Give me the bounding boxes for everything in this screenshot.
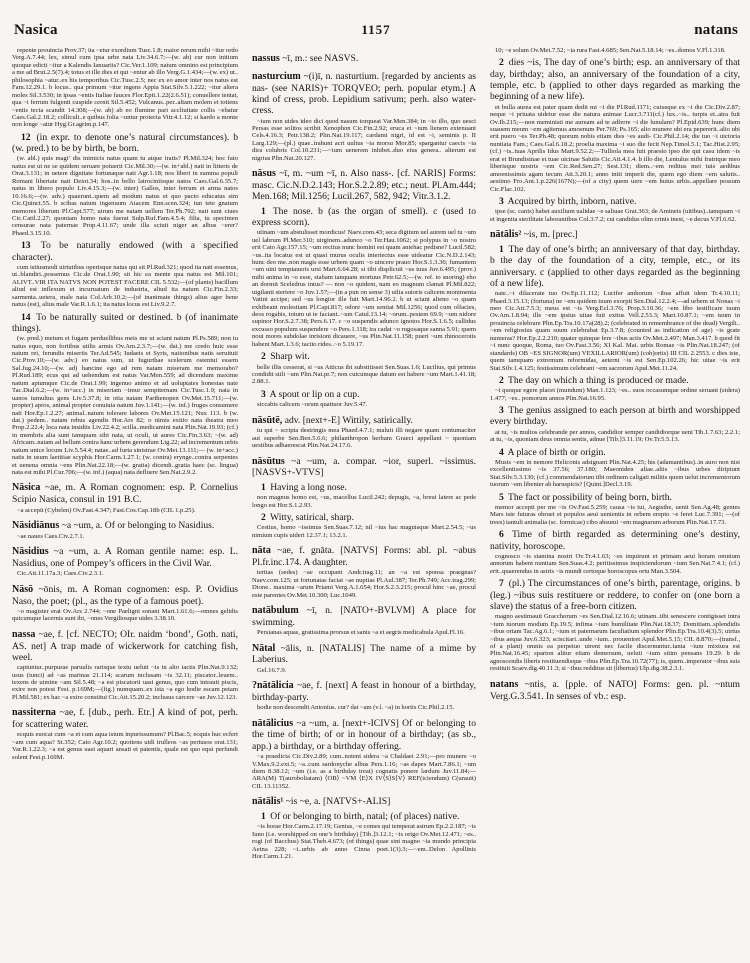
citation-block: ipse (sc. canis) habet auxilium ualidae ~e saliuae Grat.363; de Amineis (uitibus)..tamquam ~i et ingenita sterilitate laborantibus Col.3.7.2; cui candidus olim crinis inest, ~e decus V.Fl.6.62. [490,208,740,223]
citation-block: 10; ~e solum Ov.Met.7.52; ~ia rura Fast.4.685; Sen.Nat.5.18.14; ~es..domos V.Fl.1.318. [495,47,726,54]
sense-block: 1 Having a long nose. [261,481,347,493]
citation-block: (w. pred.) metum et fugam perduellibus meis me ut sciant natum Pl.Ps.589; non tu natus equo, non fortibus utilis armis Ov.Am.2.3.7;—(w. dat.) me credo huic esse natum rei, ferundis miseriis Ter.Ad.545; Iudaeis et Syris, nationibus natis seruituti Cic.Prov.10;—(w. adv.) eo natus sum, ut Iugurthae scelerum ostentui essem Sal.Jug.24.10;—(w. ad) hancine ego ad rem natam miseram me memorabo? Pl.Rud.189; ecus qui ad uehendum est natus Var.Men.559; ad dicendum maxime natum aptumque Cic.de Orat.1.99; ingenuo animo et ad uoluptates honestas nate Tac.Dial.6.2;—(w. in+acc.) in miseriam ~imur sempiternam Cic.Tusc.1.9; nata in uanos tumultus gens Liv.5.37.8; in otia natam Parthenopen Ov.Met.15.711;—(w. propter) apros, animal propter conuiuia natum Juv.1.141;—(w. inf.) fruges consumere nati Hor.Ep.1.2.27; animal..natum tolerare labores Ov.Met.15.121; Nux 113. b (w. dat.) pedem.. natam rebus agendis Hor.Ars 82; o nimis exitio nata theatra meo Prop.2.22.4; loca nata insidiis Liv.22.4.2; scilla..medicamini nata Plin.Nat.19.93; (cf.) in membris alia sunt tamquam sibi nata, ut oculi, ut aures Cic.Fin.3.63; ~(w. ad) Africam..natam ad bellum contra hanc urbem gerendum Lig.22; ad incrementum urbis natum unice locum Liv.5.54.4; natae..ad furta sinistrae Ov.Met.13.111;— (w. in+acc.) natis in usum laetitiae scyphis Hor.Carm.1.27.1; (w. contra) erynge..contra serpentes et uenena omnia ~ens Plin.Nat.22.18;—(w. gratia) dicendi..gratia haec (sc. lingua) nata est mihi Pl.Cur.706;—(w. inf.) (aqua) nata defluere Sen.Nat.2.9.2. [12,335,238,476]
citation-block: hodie non descendit Antonius. cur? dat ~am (v.l. ~a) in hortis Cic.Phil.2.15. [257,704,455,712]
entry-block: nassa ~ae, f. [cf. NECTO; OIr. naidm ‘bond’, Goth. nati, AS. net] A trap made of wickerwork for catching fish, weel. [12,628,238,663]
citation-block: tertias (sedes) ~ae occupant Andr.trag.11; an ~a est sponsa praegnas? Naev.com.125; ut fortunatas faciat ~ae nuptias Pl.Aul.387; Ter.Ph.749; Acc.trag.299; Dione.. maxima ~arum Priami Verg.A.1.654; Hor.S.2.3.215; procul hinc ~ae, procul este parentes Ov.Met.10.300; Luc.1049. [252,569,476,599]
citation-block: ecquis euocat cum ~a et cum aqua istum inpurissumum? Pl.Bac.5; ecquis huc ecfert ~am cum aqua? St.352; Cato Agr.10.2; quotiens uidi trulleos ~as pertusos orat.131; Var.R.1.22.3; ~a est genus uasi aquari ansati et patentis, quale est quo equi perfundi solent Fest.p.169M. [12,731,238,761]
sense-block: 7 (pl.) The circumstances of one’s birth, parentage, origins. b (leg.) ~ibus suis restituere or reddere, to confer on (one born a slave) the status of a free-born citizen. [490,578,740,612]
sense-number: 1 [261,205,266,217]
sense-number: 3 [499,195,504,207]
sense-number: 6 [499,529,504,541]
running-head [12,14,740,43]
entry-block: nassus ~ī, m.: see NASVS. [252,53,359,64]
column-middle [252,47,476,861]
entry-block: nātālicius ~a ~um, a. [next+-ICIVS] Of or belonging to the time of birth; of or in honour of a birthday; (as sb., app.) a birthday, or a birthday offering. [252,717,476,752]
headword: Nāsō [12,583,34,595]
citation-block: Persianas aquas, gratissima prorsus et sanis ~a et aegris medicabula Apul.Fl.16. [257,629,465,637]
headword: ?nātālicia [252,680,294,692]
entry-block: Nāsō ~ōnis, m. A Roman cognomen: esp. P. Ovidius Naso, the poet; (pl., as the type of a famous poet). [12,583,238,607]
headword: nasturcium [252,70,301,82]
sense-number: 2 [261,351,266,363]
citation-block: Cic.Att.11.17a.3; Caes.Civ.2.3.1. [17,570,104,578]
headword: natans [490,678,519,690]
entry-block: nasturcium ~(i)ī, n. nasturtium. [regarded by ancients as nas- (see NARIS)+ TORQVEO; perh. popular etym.] A kind of cress, prob. Lepidium sativum; perh. also water-cress. [252,70,476,117]
entry-block: nātālis² ~is, m. [prec.] [490,229,578,241]
citation-block: nate..~i dilacerate tuo Ov.Ep.11.112; Lucifer amborum ~ibus affuit idem Tr.4.10.11; Phaed.3.15.13; (fortuna) ne ~em quidem tuum exorpit Sen.Dial.12.2.4;—ad urbem ut Nonas ~i meo Cic.Att.7.5.3; meus est ~is Verg.Ecl.3.76; Prop.3.10.36; ~em libo testificare tuum Ov.Am.1.8.94; ille ~em ipsius uitae fuit exitus Vell.2.53.3; Mart.10.87.1; ~em tuum in prouincia celebrare Plin.Ep.Tra.10.17a(28).2; (celebrated in remembrance of the dead) Vergili.. ~em religiosius quam suum celebrabat Ep.3.7.8; (counted as indication of age) ~is grate numeras? Hor.Ep.2.2.210; quater quinque fere ~ibus actis Ov.Met.2.497; Man.3.417. b quod fit ~i nunc quoque, Roma, tuo Ov.Fast.3.56; XI Kal. Mai. urbis Romae ~is Plin.Nat.18.247; (of standards) OB ~ES SIGNOR(um) VEXILLARIOR(um) (coh)ortis) III CIL 2.2553. c dies iste, quem tamquam extremum reformidas, aeterni ~is est Sen.Ep.102.26; hic uitae ~is erit Stat.Silv.1.4.125; festissimum celebrant ~em sacrorum Apul.Met.11.24. [490,290,740,372]
headword: Nāsidius [12,546,49,558]
citation-block: capiuntur..purpurae paruulis rarisque textu ueluti ~is in alto iactis Plin.Nat.9.132; usus (iunci) ad ~as marinas 21.114; scarum inclusam ~is 32.11; piscator..leuem.. texens de uimine ~am Sil.5.48; ~a est piscatorii uasi genus, quo cum intrauit piscis, exire non potest Fest. p.169M;—(fig.) numquam..ex ista ~a ego hodie escam petam Pl.Mil.581; ex hac ~a exire constitui Cic.Att.15.20.2; inclusus carcere ~ae Juv.12.123. [12,664,238,701]
sense-block: 2 Witty, satirical, sharp. [261,511,354,523]
headword: nātālicius [252,717,294,729]
citation-block: ~ae naues Caes.Civ.2.7.1. [17,532,85,540]
citation-block: tu qui ~ scripta destringis mea Phaed.4.7.1; maluit illi negare quam contumaciter aut superbe Sen.Ben.5.6.6; philanthropon herbam Graeci appellant ~ quoniam uestibus adhaerescat Plin.Nat.24.17.6. [252,427,476,450]
citation-block: memor accepti per me ~is Ov.Fast.5.259; causa ~is tui, Aegisthe, uenit Sen.Ag.48; gentes Mars iste futuras obruet et populos aeui uenientis in orbem erepto ~e feret Luc.7.391; —(of trees) tantuli animalia (sc. formicae) cibo absumi ~em magnarum arborum Plin.Nat.17.73. [490,504,740,526]
citation-block: cognosco ~is stamina nostri Ov.Tr.4.1.63; ~es inquirunt et primam aeui horam omnium annorum habent nuntiam Sen.Suas.4.2; peritissimus inspiciendorum ~ium Sen.Nat.7.4.1; (cf.) erit..quaerendus in astris ~is mundi certoque horoscopus ortu Man.3.504. [490,552,740,575]
citation-block: ~ium non uides ideo dici quod nasum torqueat Var.Men.384; in ~io illo, quo uesci Persas esse solitos scribit Xenophon Cic.Fin.2.92; eruca et ~ium lienem extenuant Cels.4.16.3; Petr.138.2; Plin.Nat.19.117; cardami nigri, id est ~i, seminis p. II Larg.129;—(pl.) quae..trahunt acri uultus ~ia morsu Mor.85; spargantur caecis ~ia dira colubris Col.10.231;—~ium uenerem inhibet..duo eius genera.. alterum est nigrius Plin.Nat.20.127. [252,117,476,162]
entry-block: nātālis¹ ~is ~e, a. [NATVS+-ALIS] [252,796,391,808]
sense-number: 3 [261,388,266,400]
citation-block: et bulla aurea est pater quam dedit mi ~i die Pl.Rud.1171; cuiusque ex ~i die Cic.Div.2.87; neque ~i priuata uidetur esse die natura animae Lucr.3.711(cf.) lux..~is.. turpis et..atra fuit Ov.Ib.215;—non meministi me auream ad te adferre ~i die lunulam? Pl.Epid.639; hunc diem suauem meum ~em agitemus amoenum Per.769; Ps.165; alio munere ubi era pepererit..alio ubi erit puero ~es Ter.Ph.48; quorum nobis etiam dies ~es audi- Cic.Phil.2.14; die tuo ~i uictoria nuntiata Fam.; Caes.Gal.6.18.2; proelia maxima ~i suo die fecit Nep.Timol.5.1; Tac.Hist.2.95; (cf.) ~is..tuas Aprilis Idus Mart.9.52.2;—Tulliola mea fuit praesto ipso die qui casu idem ~is erat et Brundisinae et tuae uicinae Salutis Cic.Att.4.1.4. b illo die, Lentulus mihi fratrique meo liberisque nostris ~em Cic.Red.Sen.27; Sest.131; diem..~em reditus mei tuis aedibus amoenissimis agam tecum Att.3.20.1; anno initi imperii die, quem ego diem ~em salutis.. aestimo Fro.Ant.1.p.226(167N);—(of a city) quem uere ~em huius urbis..appellare possum Cic.Flac.102. [490,103,740,193]
sense-number: 1 [261,811,266,823]
sense-block: 2 Sharp wit. [261,351,310,363]
entry-block: ?nātālicia ~ae, f. [next] A feast in honour of a birthday, birthday-party. [252,680,476,703]
headword: Nāsica [12,482,41,494]
sense-block: 1 The day of one’s birth; an anniversary of that day, birthday. b the day of the foundation of a city, temple, etc., or its anniversary. c (applied to other days regarded as the beginning of a new life). [490,243,740,289]
sense-block: 1 The nose. b (as the organ of smell). c (used to express scorn). [252,205,476,228]
citation-block: ~i quoque egere placet (mundum) Man.1.123; ~es.. suos occasumque ordine seruant (sidera) 1.477; ~es.. pomorum annos Plin.Nat.16.95. [490,387,740,402]
sense-number: 7 [499,578,504,590]
headword: nātālis¹ [252,796,284,808]
headword: nāsūtus [252,455,285,467]
citation-block: Cestius, homo ~issimus Sen.Suas.7.12; nil ~ius hac magnisque Mart.2.54.5; ~us nimium cupis uideri 12.37.1; 13.2.1. [252,524,476,539]
entry-block: Nāsidiānus ~a ~um, a. Of or belonging to Nasidius. [12,519,215,531]
sense-number: 2 [499,57,504,69]
sense-number: 14 [21,311,31,323]
citation-block: cum istiusmodi uirtutibus operisque natus qui sit Pl.Rud.321; quod ita nati essemus, ut..blandiri..possemus Cic.de Orat.1.90; sit hic ea mente qua natus est Mil.101; ALIVT..VIR ITA NATVS NON POTEST FACERE CIL 5.532;—(of plants) bacillum aliud est inflexum et incuruatum de industria, aliud ita natum Cic.Fin.2.33; sarmenta..uetera, male nata Col.Arb.10.2;—(of inanimate things) alius ager bene natus (est), alius male Var.R.1.6.1; ita natus locus est Liv.9.2.7. [12,263,238,309]
entry-block: nāsūtus ~a ~um, a. compar. ~ior, superl. ~issimus. [NASVS+-VTVS] [252,455,476,479]
sense-number: 1 [261,481,266,493]
entry-block: nāsus ~ī, m. ~um ~ī, n. Also nass-. [cf. NARIS] Forms: masc. Cic.N.D.2.143; Hor.S.2.2.89; etc.; neut. Pl.Am.444; Men.168; Mil.1256; Lucil.267, 582, 942; Vitr.3.1.2. [252,168,476,203]
citation-block: non magnus homo est, ~us, macellus Lucil.242; depugis, ~a, breui latere ac pede longo est Hor.S.1.2.93. [252,494,476,509]
column-right [490,47,740,861]
sense-number: 12 [21,131,31,143]
sense-block: 2 The day on which a thing is produced or made. [499,374,689,386]
headword: nassiterna [12,707,56,719]
citation-block: ~a praedicta Cic.Div.2.89; cum..notent sidera ~a Chaldaei 2.91;—pro munere ~o V.Max.9.2.ext.5; ~a..cum sardonyche albus Pers.1.16; ~as dapes Mart.7.86.1; ~um diem 8.38.12; ~um (i.e. as a birthday treat) cognatis ponere lardum Juv.11.84;—ARA(M) T(auroboliatam) ⟨OB⟩ ~VM ⟨E⟩X IV⟨S⟩S⟨V⟩ REF(iciendum) C(urauit) CIL 13.11352. [252,753,476,790]
sense-number: 5 [499,491,504,503]
headword: nāta [252,545,271,557]
citation-block: Gel.16.7.9. [257,666,287,674]
page-number: 1157 [361,22,391,37]
headword: nassus [252,53,280,64]
sense-number: 1 [499,243,504,255]
sense-block: 6 Time of birth regarded as determining one’s destiny, nativity, horoscope. [490,529,740,552]
citation-block: repente prouincia Prov.37; ita ~etur exordium Tusc.1.8; maior rerum mihi ~itur ordo Verg.A.7.44; lex, simul cum ipsa urbe nata Liv.34.6.7;—(w. ab) cur non initium quoque edicti ~itur a Kalendis Ianuariis? Cic.Ver.1.109; natum omnino est principium a me ad Brut.2.5(7).4; totus et ille dies et qui ~entur ab illo Verg.G.1.434;—(w. ex) ut.. philosophia ~atur..ex his temporibus Cic.Tusc.2.5; nec ex eo amor inter nos natus est Fam.12.29.1. b locus.. qua primum ~itur ingens Appia Stat.Silv.5.1.222; ~itur altera moles Sil.3.530; in ipsas ~entis Italiae fauces Flor.Epit.1.22(2.6.51); conuellere tentat, qua ~i ferrum fulgenti cuspide cernit Sil.5.452; Vulcanus..per..altam molem et totiens ~entis tecta scandit 14.308;—(w. ab) ab eo flumine pari accliuitate collis ~ebatur Caes.Gal.2.18.2; colliculi..e quibus folia ~untur proiecta Vitr.4.1.12; si kardo a monte non longe ~atur Hyg.Gr.agrim.p.147. [12,47,238,129]
sense-block: 3 A spout or lip on a cup. [261,388,360,400]
citation-block: ~o magister erat Ov.Ars 2.744; ~one Paeligni sonant Mart.1.61.6;—omnes gelidis quicumque lacernis sunt ibi, ~ones Vergiliosque uides 3.38.10. [12,607,238,623]
entry-block: nāta ~ae, f. gnāta. [NATVS] Forms: abl. pl. ~abus Pl.fr.inc.174. A daughter. [252,545,476,568]
sense-block: 3 The genius assigned to each person at birth and worshipped every birthday. [490,405,740,428]
sense-block: 14 To be naturally suited or destined. b (of inanimate things). [12,311,238,334]
citation-block: belle illis cesserat, si ~us Atticus ibi substitisset Sen.Suas.1.6; Lucilius, qui primus condidit stili ~um Plin.Nat.pr.7; non cuicumque datum est habere ~um Mart.1.41.18; 2.88.1. [252,363,476,386]
headword: natābulum [252,605,299,617]
headword: nāsus [252,168,276,180]
headword: Nāsidiānus [12,519,60,531]
text-columns [12,47,740,861]
column-left [12,47,238,861]
headword: Nātal [252,642,276,654]
sense-block: 1 Of or belonging to birth, natal; (of places) native. [261,811,460,823]
entry-block: natans ~ntis, a. [pple. of NATO] Forms: gen. pl. ~ntum Verg.G.3.541. In senses of vb.: esp. [490,678,740,702]
headword: nāsūtē, [252,414,283,426]
headword: nātālis² [490,229,522,241]
entry-block: Nātal ~ālis, n. [NATALIS] The name of a mime by Laberius. [252,642,476,666]
sense-block: 2 dies ~is, The day of one’s birth; esp. an anniversary of that day, birthday; also, an anniversary of the foundation of a city, temple, etc. b (applied to other days regarded as marking the beginning of a new life). [490,57,740,103]
sense-number: 13 [21,240,31,252]
entry-block: Nāsica ~ae, m. A Roman cognomen: esp. P. Cornelius Scipio Nasica, consul in 191 B.C. [12,482,238,506]
citation-block: (w. abl.) quis magi’ dis inimicis natus quam tu atque iratis? Pl.Mil.324; hoc fato natus est ut ne se quidem seruare potuerit Cic.Mil.30;—(w. in+abl.) nati in litteris de Orat.3.131; in uetere dignitate fortunaque nati Agr.1.18; nos liberi in summa populi Romani libertate nati Deiot.34; hos..in bello latrociniisque natos Caes.Gal.6.35.7; natus in libero populo Liv.4.15.3;—(w. inter) Gallos, inter ferrum et arma natos 10.16.6;—(w. adv.) quaerunt..quem ad modum natus et quo pacto educatus sim Cic.Quinct.55. b scibas natum ingenuum Aiacem Enn.scen.324; tun tete gnatum memores liberum Pl.Capt.577; uirum me natam uellem Ter.Ph.792; nati sunt ciues Cic.Catil.2.27; quoniam homo nata fuerat Sulp.Ruf.Fam.4.5.4; filia, tu specimen censurae nata paternae Prop.4.11.67; unde illa sciuit niger an albus ~erer? Phaed.3.15.10. [12,155,238,237]
citation-block: ~is horae Hor.Carm.2.17.19; Genius, ~e comes qui temperat astrum Ep.2.2.187; ~is Iuno (i.e. worshipped on one’s birthday) [Tib.]3.12.1; ~is origo Ov.Met.12.471; ~es.. rogi (of Bacchus) Stat.Theb.4.673; (of things) quae sint magno ~ia mundo principia Aetna 228; ~i..urbis ab anno Cinna poet.1(3).3;—~em..Delon Apollinis Hor.Carm.1.21. [252,823,476,861]
citation-block: Musis ~em in nemore Heliconis adsignant Plin.Nat.4.25; his (adamantibus)..in auro non nisi excellentissimo ~is 37.56; 37.180; Maeoniden aliae..aliis ~ibus urbes diripiunt Stat.Silv.5.3.130; (cf.) commendatorum tibi ordinem caligati militis quem uelut incrementorum tuorum ~em libenter ab haruspicis? [Quint.]Decl.3.19. [490,458,740,489]
headword: nassa [12,628,36,640]
entry-block: Nāsidius ~a ~um, a. A Roman gentile name: esp. L. Nasidius, one of Pompey’s officers in the Civil War. [12,546,238,570]
sense-block: 4 A place of birth or origin. [499,446,606,458]
entry-block: nāsūtē, adv. [next+-E] Wittily, satirically. [252,414,413,426]
citation-block: siccabis calicem ~orum quattuor Juv.5.47. [257,401,368,409]
citation-block: at tu, ~is multos celebrande per annos, candidior semper candidiorque ueni Tib.1.7.63; 2.2.1; at tu, ~is, quoniam deus omnia sentis, adnue [Tib.]3.11.19; Ov.Tr.5.5.13. [490,428,740,444]
sense-block: 5 The fact or possibility of being born, birth. [499,491,672,503]
entry-block: nassiterna ~ae, f. [dub., perh. Etr.] A kind of pot, perh. for scattering water. [12,707,238,731]
sense-block: 3 Acquired by birth, inborn, native. [499,195,637,207]
citation-block: magno aestimauit Gracchorum ~es Sen.Dial.12.16.6; utinam..tibi senescere contigisset intra ~ium tuorum modum Ep.19.5; infima ~ium humilitate Plin.Nat.18.37; Domitiam..splendidis ~ibus ortam Tac.Ag.6.1; ~ium et paternarum facultatium splendor Plin.Ep.Tra.10.4(3).5; uirtus ~ibus aequa Juv.6.323; sciscitari..unde ~ium.. proueniret Apul.Met.5.15; CIL 8.870;—(transf., of a plant) omnis ea perpetuo uirent nec facile discernuntur..tanta ~ium mixtura est Plin.Nat.16.45; sparton alitur etiam demersum, ueluti ~ium sitim pensans 19.29. b de agnoscendis liberis restituendisque ~ibus Plin.Ep.Tra.10.72(77); is, quem..imperator ~ibus suis restituit Scaev.dig.40.11.3; si ~ibus redditus sit (libertus) Ulp.dig.38.2.3.1. [490,613,740,673]
running-head-left-word: Nasica [14,22,58,38]
sense-block: 12 (in expr. to denote one’s natural circumstances). b (w. pred.) to be by birth, be born. [12,131,238,155]
sense-number: 3 [499,405,504,417]
entry-block: natābulum ~ī, n. [NATO+-BVLVM] A place for swimming. [252,605,476,628]
citation-block: utinam ~um abstulisset mordicus! Naev.com.43; seca digitum uel aurem uel tu ~um uel labrum Pl.Mer.310; uirginem..adunco ~o Ter.Hau.1062; si polypus in ~o nostro erit Cato Agr.157.15; ~um rectius nunc homini est quam antehac pedisne? Lucil.582; ~us..ita locatus est ut quasi murus oculis interiectus esse uideatur Cic.N.D.2.143; hunc deo me..non magis esse urbem quam ~o uincere prauo Hor.S.1.3.36; fumantem ~um uini temptaueris ursi Mart.6.64.28; si tibi displicuit ~us tuus Juv.6.495; (prov.) mihi anima in ~o esse, stabam tanquam mortuus Petr.62.5;—(w. ref. to snoring) eho an dormit Sceledrus intus? — non ~o quidem, nam eo magnum clamat Pl.Mil.822; uigilanti stertere ~o Juv.1.57;—(in a pun on sense 3) uilia sutoris calicem monimenta Vatini accipe; sed ~us longior ille fuit Mart.14.96.2. b ut sciant alieno ~o quam exhibeant molestiam Pl.Capt.817; odore ~um sentiat Mil.1256; quod cum olfacies, deos rogabis, totum ut te faciant..~um Catul.13.14; ~orum..pestem 69.9; ~um nidore supinor Hor.S.2.7.38; Pers.6.17. c ~o suspendis adunco ignotos Hor.S.1.6.5; callidus excusso populum suspendere ~o Pers.1.118; ira cadat ~o rugosaque sanna 5.91; quem noui mores subdolae inrisioni dicauere, ~us Plin.Nat.11.158; pueri ~um rhinocerotis habent Mart.1.3.6; tacito rides..~o 5.19.17. [252,229,476,348]
running-head-right-word: natans [694,22,738,38]
sense-block: 13 To be naturally endowed (with a specified character). [12,240,238,263]
citation-block: ~a accepit (Cybelen) Ov.Fast.4.347; Fast.Cos.Cap.18b (CIL 1.p.25). [17,506,196,514]
sense-number: 4 [499,446,504,458]
sense-number: 2 [261,511,266,523]
sense-number: 2 [499,374,504,386]
